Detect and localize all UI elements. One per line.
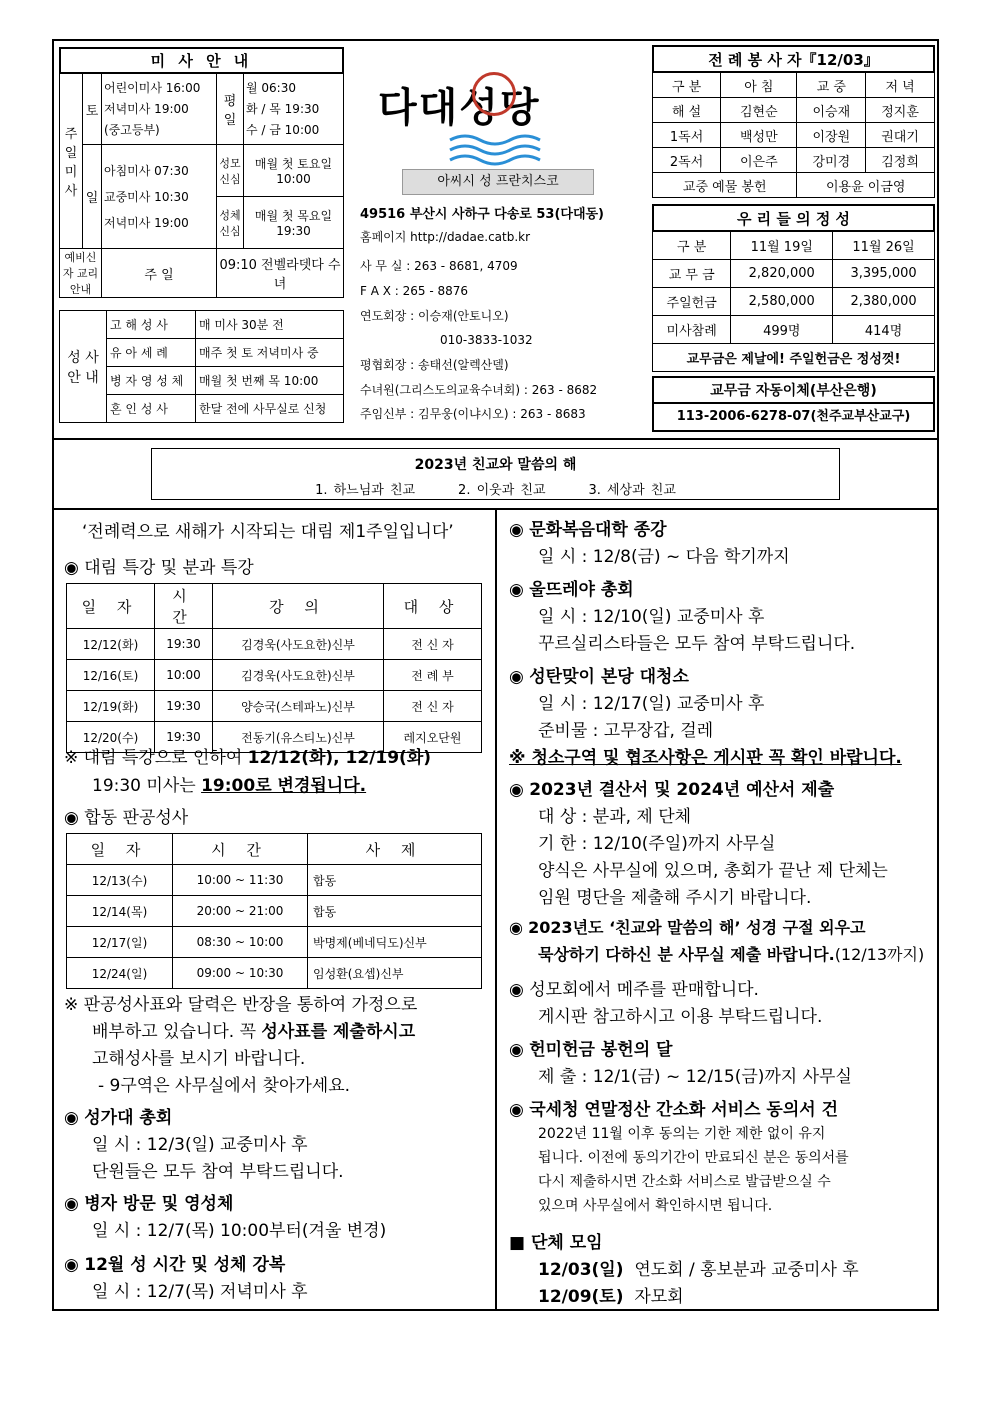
parish-name: 다대성당 <box>378 85 541 131</box>
sun-times: 아침미사 07:30 교중미사 10:30 저녁미사 19:00 <box>102 145 217 249</box>
nuns-phone: 수녀원(그리스도의교육수녀회) : 263 - 8682 <box>360 383 598 397</box>
clean-line-3: ※ 청소구역 및 협조사항은 게시판 꼭 확인 바랍니다. <box>509 748 902 768</box>
meju-line-1: ◉ 성모회에서 메주를 판매합니다. <box>509 980 759 1000</box>
donation-line-1: 제 출 : 12/1(금) ~ 12/15(금)까지 사무실 <box>538 1067 852 1087</box>
mass-table: 주 일 미 사 토 어린이미사 16:00 저녁미사 19:00 (중고등부) 평 일 월 06:30 화 / 목 19:30 수 / 금 10:00 일 아침미사 07:30 교중미사 10:30 저녁미사 19:00 성모 신심 매월 첫 토요일 10:00 성체 신심 매월 첫 목요일 19:30 예비신자 교리안내 주 일 09:10 전벨라뎃다 수녀 <box>59 73 344 298</box>
cross-logo-icon <box>472 72 516 116</box>
autopay-account: 113-2006-6278-07(천주교부산교구) <box>652 403 935 432</box>
tax-title: ◉ 국세청 연말정산 간소화 서비스 동의서 건 <box>509 1100 839 1120</box>
confession-note-4: - 9구역은 사무실에서 찾아가세요. <box>98 1076 351 1096</box>
address: 49516 부산시 사하구 다송로 53(다대동) <box>360 207 605 222</box>
lecture-note-1: ※ 대림 특강으로 인하여 12/12(화), 12/19(화) <box>64 748 432 768</box>
choir-line-1: 일 시 : 12/3(일) 교중미사 후 <box>92 1135 308 1155</box>
budget-line-2: 기 한 : 12/10(주일)까지 사무실 <box>538 834 776 854</box>
servers-title: 전 례 봉 사 자『12/03』 <box>652 45 935 73</box>
servers-table: 구 분 아 침 교 중 저 녁 해 설 김현순 이승재 정지훈 1독서 백성만 이장원 권대기 2독서 이은주 강미경 김정희 교중 예물 봉헌 이용윤 이금영 <box>652 72 935 198</box>
priest-phone: 주임신부 : 김무웅(이냐시오) : 263 - 8683 <box>360 407 586 421</box>
budget-title: ◉ 2023년 결산서 및 2024년 예산서 제출 <box>509 780 835 800</box>
homepage-link[interactable]: 홈페이지 http://dadae.catb.kr <box>360 230 531 244</box>
bible-line-1: ◉ 2023년도 ‘친교와 말씀의 해’ 성경 구절 외우고 <box>509 918 866 937</box>
year-banner: 2023년 친교와 말씀의 해 1. 하느님과 친교 2. 이웃과 친교 3. 세상과 친교 <box>151 448 840 500</box>
tax-line-3: 다시 제출하시면 간소화 서비스로 발급받으실 수 <box>538 1174 831 1190</box>
finance-table: 구 분 11월 19일 11월 26일 교 무 금 2,820,000 3,395,000 주일헌금 2,580,000 2,380,000 미사참례 499명 414명 교무금은 제날에! 주일헌금은 정성껏! <box>652 231 935 372</box>
culture-line-1: 일 시 : 12/8(금) ~ 다음 학기까지 <box>538 547 790 567</box>
column-divider <box>495 508 497 1311</box>
sunday-label: 주 일 미 사 <box>60 74 83 249</box>
lecture-table: 일 자 시 간 강 의 대 상 12/12(화) 19:30 김경욱(사도요한)신부 전 신 자 12/16(토) 10:00 김경욱(사도요한)신부 전 례 부 12/19(화) 19:30 양승국(스테파노)신부 전 신 자 12/20(수) 19:30 전동기(유스티노)신부 레지오단원 <box>66 583 482 753</box>
council-phone: 010-3833-1032 <box>440 333 533 347</box>
bible-line-2: 묵상하기 다하신 분 사무실 제출 바랍니다.(12/13까지) <box>538 945 925 964</box>
clean-title: ◉ 성탄맞이 본당 대청소 <box>509 667 689 687</box>
council-head: 연도회장 : 이승재(안토니오) <box>360 309 509 323</box>
weekday-times: 월 06:30 화 / 목 19:30 수 / 금 10:00 <box>244 74 344 145</box>
finance-title: 우 리 들 의 정 성 <box>652 204 935 232</box>
sat-times: 어린이미사 16:00 저녁미사 19:00 (중고등부) <box>102 74 217 145</box>
tax-line-1: 2022년 11월 이후 동의는 기한 제한 없이 유지 <box>538 1126 826 1142</box>
lecture-title: ◉ 대림 특강 및 분과 특강 <box>64 558 254 578</box>
confession-note-2: 배부하고 있습니다. 꼭 성사표를 제출하시고 <box>92 1022 416 1042</box>
confession-note-1: ※ 판공성사표와 달력은 반장을 통하여 가정으로 <box>64 995 418 1015</box>
confession-title: ◉ 합동 판공성사 <box>64 808 189 828</box>
council-head2: 평협회장 : 송태선(알렉산델) <box>360 358 509 372</box>
tax-line-4: 있으며 사무실에서 확인하시면 됩니다. <box>538 1198 773 1214</box>
holyhour-line-1: 일 시 : 12/7(목) 저녁미사 후 <box>92 1282 308 1302</box>
cursillo-line-2: 꾸르실리스타들은 모두 참여 부탁드립니다. <box>538 634 856 654</box>
fax: F A X : 265 - 8876 <box>360 284 469 298</box>
sacraments-table: 성 사 안 내 고 해 성 사 매 미사 30분 전 유 아 세 례 매주 첫 토 저녁미사 중 병 자 영 성 체 매월 첫 번째 목 10:00 혼 인 성 사 한달 전에 사무실로 신청 <box>59 310 344 423</box>
devotions: 성모 신심 매월 첫 토요일 10:00 성체 신심 매월 첫 목요일 19:30 <box>217 145 344 249</box>
group-line-1: 12/03(일) 연도회 / 홍보분과 교중미사 후 <box>538 1260 859 1280</box>
cursillo-line-1: 일 시 : 12/10(일) 교중미사 후 <box>538 607 765 627</box>
autopay-title: 교무금 자동이체(부산은행) <box>652 376 935 404</box>
divider <box>52 438 939 440</box>
tax-line-2: 됩니다. 이전에 동의기간이 만료되신 분은 동의서를 <box>538 1150 849 1166</box>
sick-line-1: 일 시 : 12/7(목) 10:00부터(겨울 변경) <box>92 1221 387 1241</box>
sick-title: ◉ 병자 방문 및 영성체 <box>64 1194 234 1214</box>
lecture-note-2: 19:30 미사는 19:00로 변경됩니다. <box>92 776 367 796</box>
meju-line-2: 게시판 참고하시고 이용 부탁드립니다. <box>538 1007 823 1027</box>
mass-title: 미 사 안 내 <box>59 47 344 74</box>
culture-title: ◉ 문화복음대학 종강 <box>509 520 667 540</box>
budget-line-4: 임원 명단을 제출해 주시기 바랍니다. <box>538 888 812 908</box>
holyhour-title: ◉ 12월 성 시간 및 성체 강복 <box>64 1255 286 1275</box>
budget-line-1: 대 상 : 분과, 제 단체 <box>538 807 692 827</box>
clean-line-1: 일 시 : 12/17(일) 교중미사 후 <box>538 694 765 714</box>
donation-title: ◉ 헌미헌금 봉헌의 달 <box>509 1040 673 1060</box>
clean-line-2: 준비물 : 고무장갑, 걸레 <box>538 721 714 741</box>
group-line-2: 12/09(토) 자모회 <box>538 1287 684 1307</box>
intro-text: ‘전례력으로 새해가 시작되는 대림 제1주일입니다’ <box>82 522 454 542</box>
office-phone: 사 무 실 : 263 - 8681, 4709 <box>360 259 518 273</box>
confession-note-3: 고해성사를 보시기 바랍니다. <box>92 1049 306 1069</box>
confession-table: 일 자 시 간 사 제 12/13(수) 10:00 ~ 11:30 합동 12/14(목) 20:00 ~ 21:00 합동 12/17(일) 08:30 ~ 10:00 박명제(베네딕도)신부 12/24(일) 09:00 ~ 10:30 임성환(요셉)신부 <box>66 833 482 989</box>
choir-title: ◉ 성가대 총회 <box>64 1108 173 1128</box>
choir-line-2: 단원들은 모두 참여 부탁드립니다. <box>92 1162 344 1182</box>
wave-icon <box>445 132 545 166</box>
patron-label: 아씨시 성 프란치스코 <box>402 169 594 195</box>
group-title: ■ 단체 모임 <box>509 1233 603 1253</box>
budget-line-3: 양식은 사무실에 있으며, 총회가 끝난 제 단체는 <box>538 861 888 881</box>
cursillo-title: ◉ 울뜨레야 총회 <box>509 580 634 600</box>
